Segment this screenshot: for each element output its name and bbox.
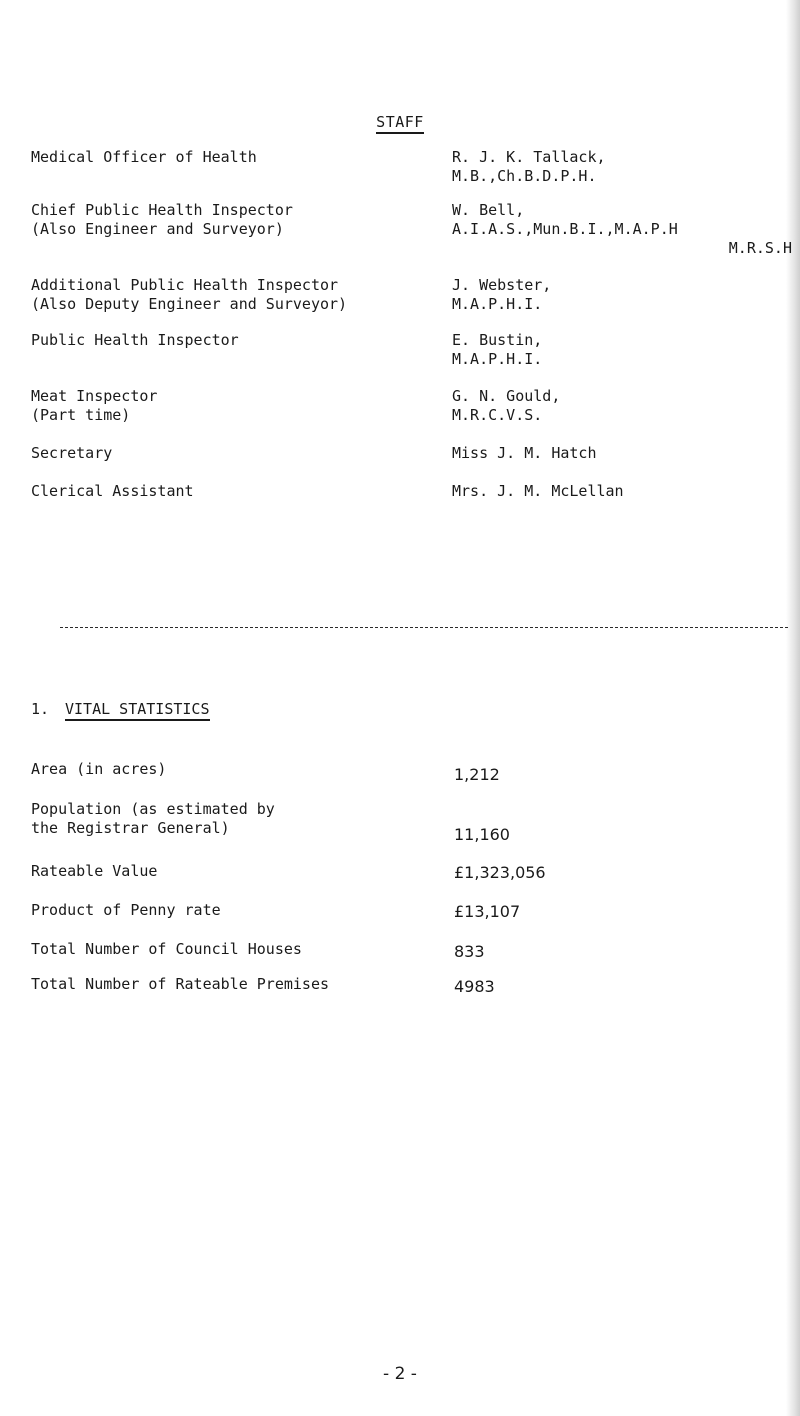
stat-value: 1,212 bbox=[454, 765, 500, 784]
stat-label: Total Number of Council Houses bbox=[31, 940, 302, 958]
stat-value: £1,323,056 bbox=[454, 863, 546, 882]
staff-name: E. Bustin, M.A.P.H.I. bbox=[452, 331, 543, 368]
stat-value: £13,107 bbox=[454, 902, 521, 921]
staff-name: G. N. Gould, M.R.C.V.S. bbox=[452, 387, 561, 424]
stat-value: 833 bbox=[454, 942, 485, 961]
staff-name: J. Webster, M.A.P.H.I. bbox=[452, 276, 552, 313]
staff-role: Public Health Inspector bbox=[31, 331, 239, 349]
staff-role: Additional Public Health Inspector (Also Deputy Engineer and Surveyor) bbox=[31, 276, 348, 313]
staff-name: R. J. K. Tallack, M.B.,Ch.B.D.P.H. bbox=[452, 148, 606, 185]
stat-value: 11,160 bbox=[454, 825, 510, 844]
stat-label: Product of Penny rate bbox=[31, 901, 221, 919]
staff-role: Chief Public Health Inspector (Also Engineer and Surveyor) bbox=[31, 201, 293, 238]
staff-name: Miss J. M. Hatch bbox=[452, 444, 597, 462]
stat-label: Total Number of Rateable Premises bbox=[31, 975, 330, 993]
section-title: VITAL STATISTICS bbox=[65, 700, 210, 721]
staff-name: W. Bell, A.I.A.S.,Mun.B.I.,M.A.P.H M.R.S.H bbox=[452, 201, 792, 257]
stat-label: Rateable Value bbox=[31, 862, 158, 880]
stat-value: 4983 bbox=[454, 977, 495, 996]
staff-role: Medical Officer of Health bbox=[31, 148, 257, 166]
staff-name: Mrs. J. M. McLellan bbox=[452, 482, 624, 500]
page-number: - 2 - bbox=[383, 1364, 417, 1384]
stat-label: Population (as estimated by the Registrar General) bbox=[31, 800, 275, 837]
section-number: 1. bbox=[31, 700, 50, 718]
staff-role: Secretary bbox=[31, 444, 113, 462]
vital-statistics-heading bbox=[31, 700, 210, 718]
section-divider bbox=[60, 627, 788, 628]
stat-label: Area (in acres) bbox=[31, 760, 167, 778]
staff-role: Clerical Assistant bbox=[31, 482, 194, 500]
staff-role: Meat Inspector (Part time) bbox=[31, 387, 158, 424]
staff-heading: STAFF bbox=[0, 113, 800, 131]
